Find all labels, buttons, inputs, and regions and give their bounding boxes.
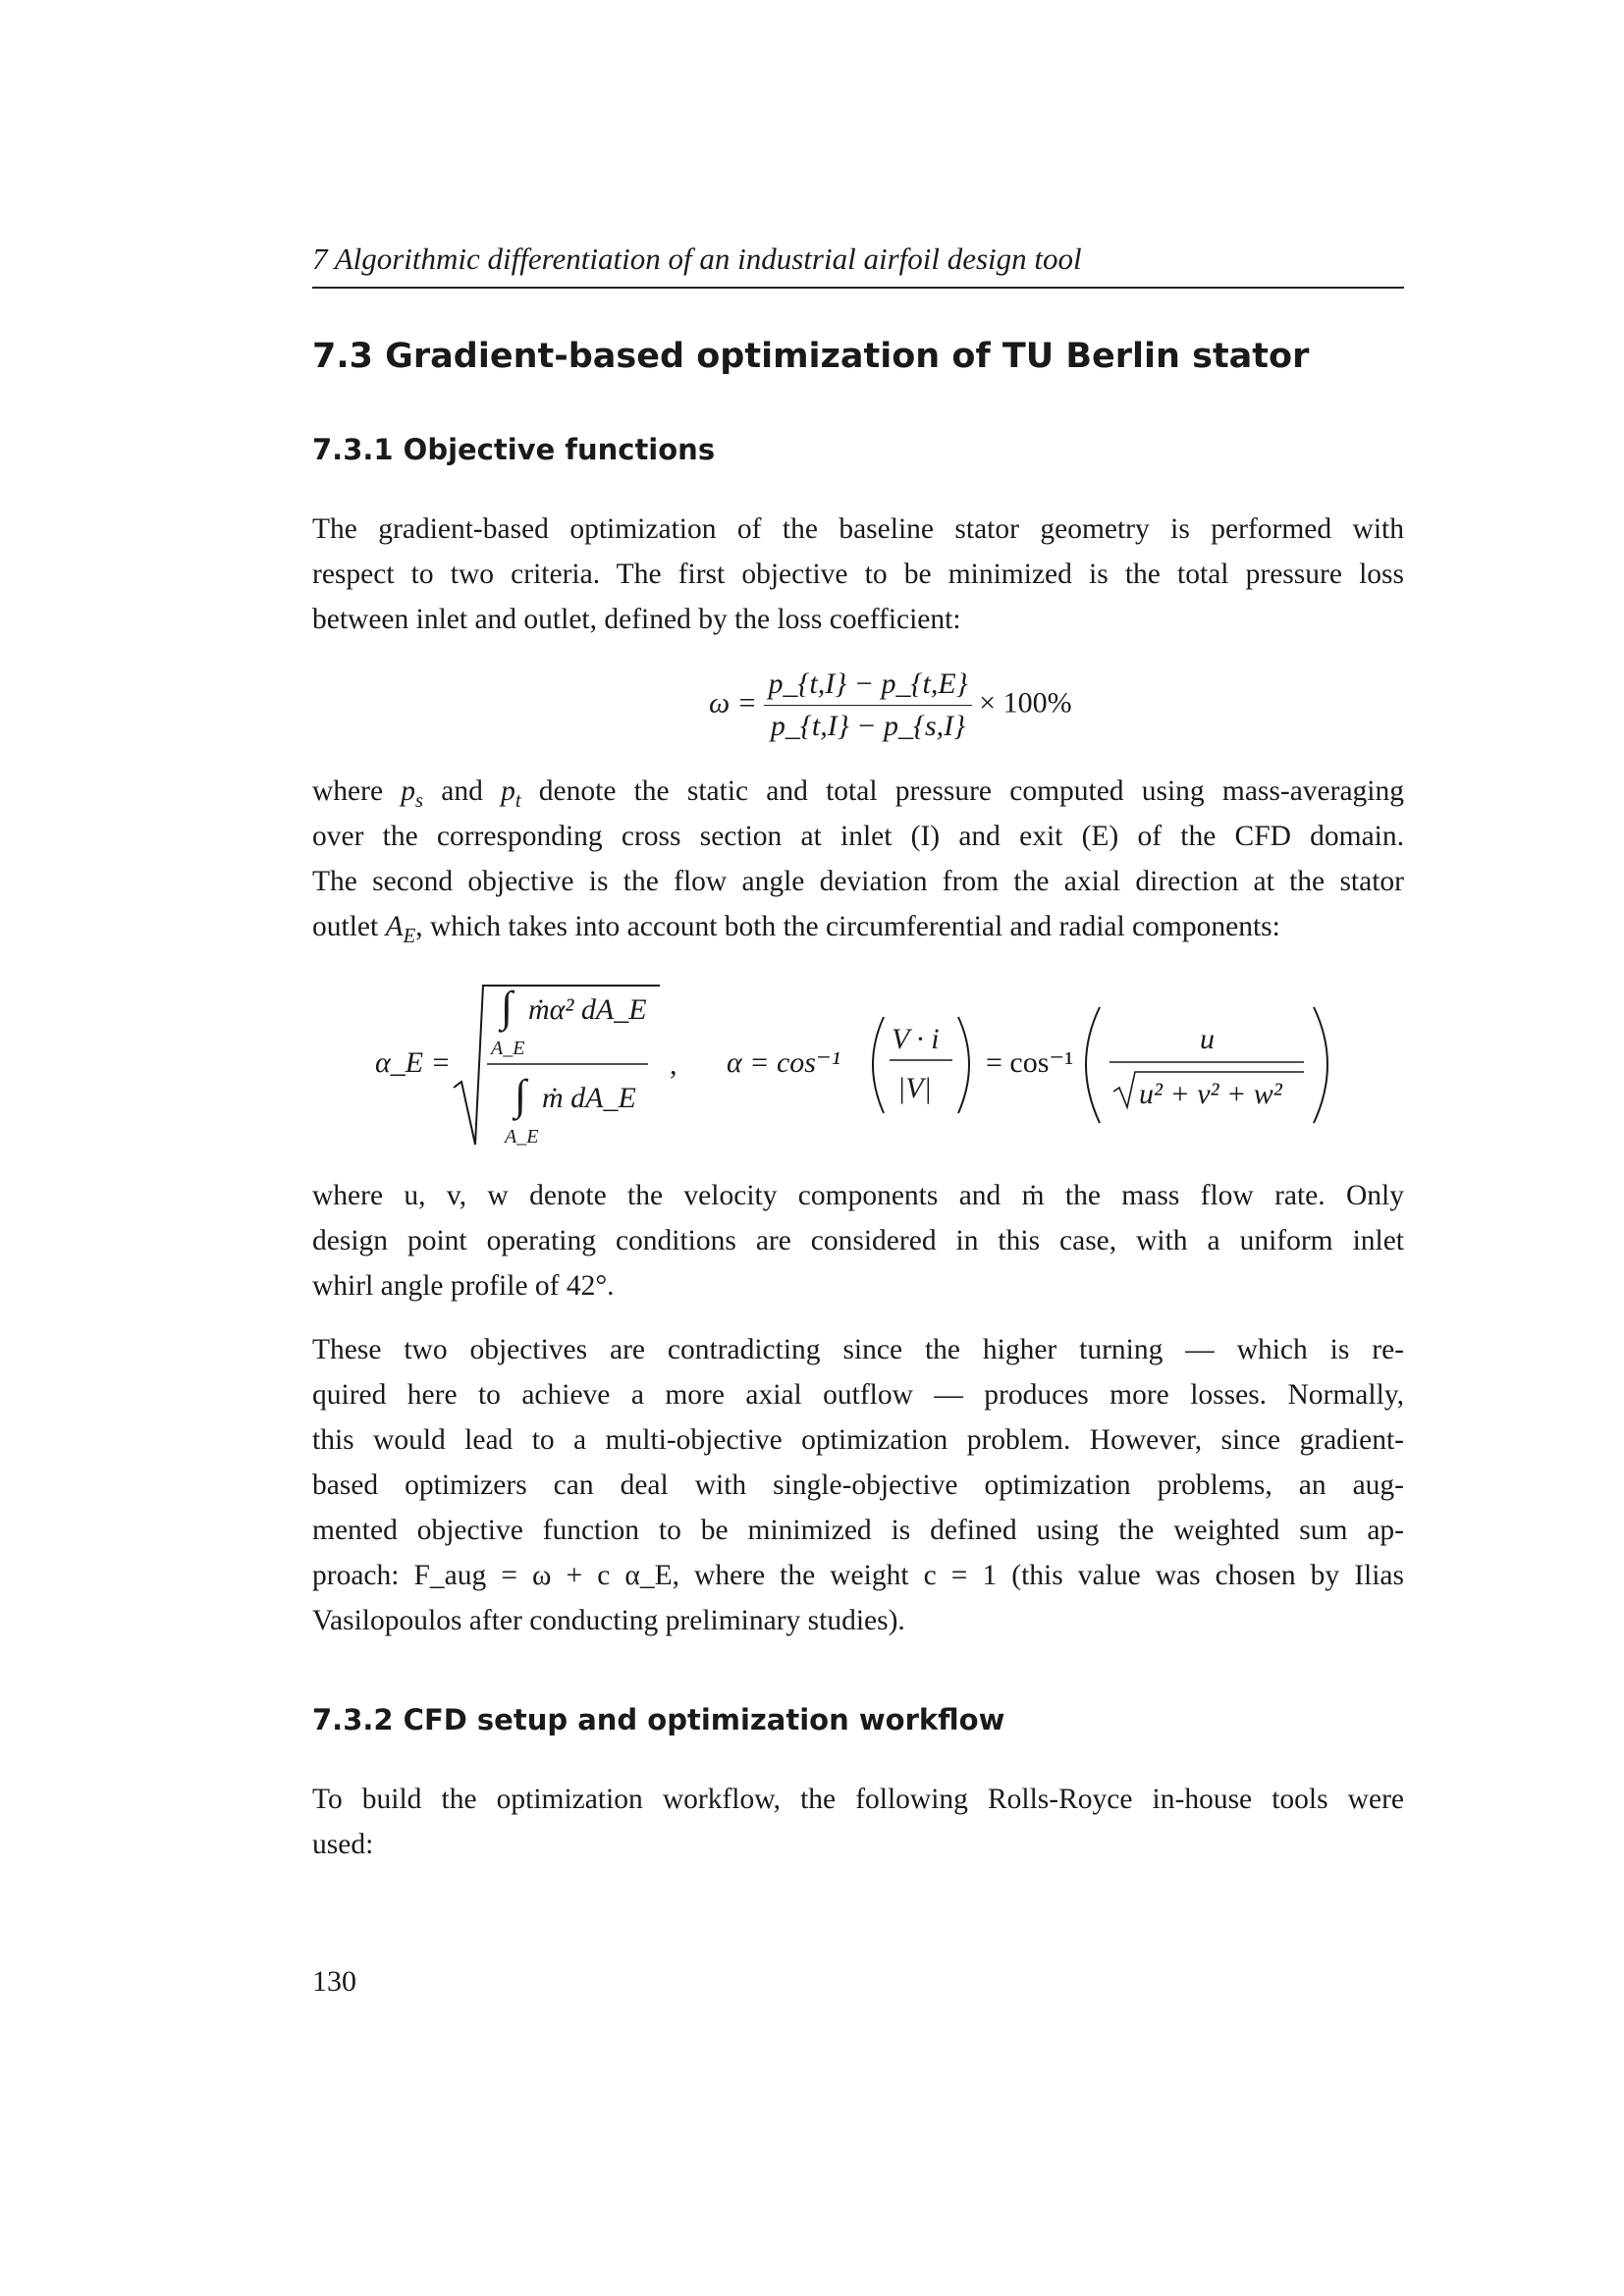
integral-sign: ∫ [501, 983, 514, 1031]
eq-numerator: p_{t,I} − p_{t,E} [768, 667, 968, 700]
paren-left [1086, 1007, 1100, 1123]
eq-suffix: × 100% [979, 686, 1072, 720]
eq2-cos: = cos⁻¹ [986, 1046, 1074, 1079]
equation-flow-angle [324, 972, 1355, 1158]
text-line: outlet $A_E$, which takes into account both the circumferential and radial components: [312, 911, 1280, 947]
u-denominator: u² + v² + w² [1139, 1078, 1282, 1110]
text-line: To build the optimization workflow, the following Rolls-Royce in-house tools were [312, 1784, 1404, 1815]
text-line: These two objectives are contradicting since the higher turning — which is re- [312, 1334, 1404, 1365]
eq2-comma: , [670, 1048, 677, 1081]
text-line: based optimizers can deal with single-objective optimization problems, an aug- [312, 1469, 1404, 1501]
integral-numerator: ṁα² dA_E [528, 993, 647, 1026]
paren-right [1314, 1007, 1327, 1123]
paragraph-intro [312, 507, 1404, 642]
text-line: quired here to achieve a more axial outflow — produces more losses. Normally, [312, 1379, 1404, 1411]
paren-right [958, 1017, 969, 1113]
subsection-title-cfd-setup: 7.3.2 CFD setup and optimization workflow [312, 1703, 1005, 1736]
paragraph-contradicting-objectives [312, 1327, 1404, 1643]
text-line: The second objective is the flow angle deviation from the axial direction at the stator [312, 866, 1404, 897]
header-rule [312, 287, 1404, 289]
integral-limit: A_E [505, 1126, 539, 1148]
integral-sign: ∫ [514, 1071, 527, 1119]
text-line: mented objective function to be minimized is defined using the weighted sum ap- [312, 1515, 1404, 1546]
eq-lhs: ω = [709, 686, 757, 720]
alpha-definition: α = cos⁻¹ [727, 1046, 840, 1079]
eq-denominator: p_{t,I} − p_{s,I} [764, 705, 971, 743]
text-line: where $p_s$ and $p_t$ denote the static and total pressure computed using mass-averaging [312, 775, 1405, 812]
running-header: 7 Algorithmic differentiation of an industrial airfoil design tool [312, 241, 1082, 276]
paren-left [873, 1017, 884, 1113]
subsection-title-objective-functions: 7.3.1 Objective functions [312, 433, 716, 466]
eq-fraction [764, 667, 971, 743]
text-line: over the corresponding cross section at inlet (I) and exit (E) of the CFD domain. [312, 821, 1404, 852]
paragraph-workflow [312, 1777, 1404, 1867]
text-line: The gradient-based optimization of the baseline stator geometry is performed with [312, 513, 1404, 545]
eq2-lhs: α_E = [375, 1046, 451, 1079]
text-line: Vasilopoulos after conducting preliminary studies). [312, 1605, 905, 1636]
vector-numerator: V · i [892, 1023, 940, 1055]
section-title: 7.3 Gradient-based optimization of TU Berlin stator [312, 337, 1310, 376]
paragraph-velocity-components [312, 1173, 1404, 1308]
page-number: 130 [312, 1965, 356, 1998]
integral-limit: A_E [491, 1038, 525, 1059]
text-line: used: [312, 1829, 374, 1860]
text-line: design point operating conditions are considered in this case, with a uniform inlet [312, 1225, 1404, 1256]
text-line: where u, v, w denote the velocity components and ṁ the mass flow rate. Only [312, 1180, 1404, 1211]
text-line: whirl angle profile of 42°. [312, 1270, 615, 1302]
integral-denominator: ṁ dA_E [542, 1082, 636, 1114]
text-line: respect to two criteria. The first objective to be minimized is the total pressure loss [312, 559, 1404, 590]
text-line: between inlet and outlet, defined by the loss coefficient: [312, 604, 961, 635]
equation-loss-coefficient [709, 667, 1072, 743]
vector-denominator: |V| [897, 1072, 932, 1104]
text-line: proach: F_aug = ω + c α_E, where the weight c = 1 (this value was chosen by Ilias [312, 1560, 1404, 1591]
paragraph-pressure-definition [312, 769, 1404, 949]
u-numerator: u [1200, 1023, 1215, 1055]
text-line: this would lead to a multi-objective optimization problem. However, since gradient- [312, 1424, 1404, 1456]
